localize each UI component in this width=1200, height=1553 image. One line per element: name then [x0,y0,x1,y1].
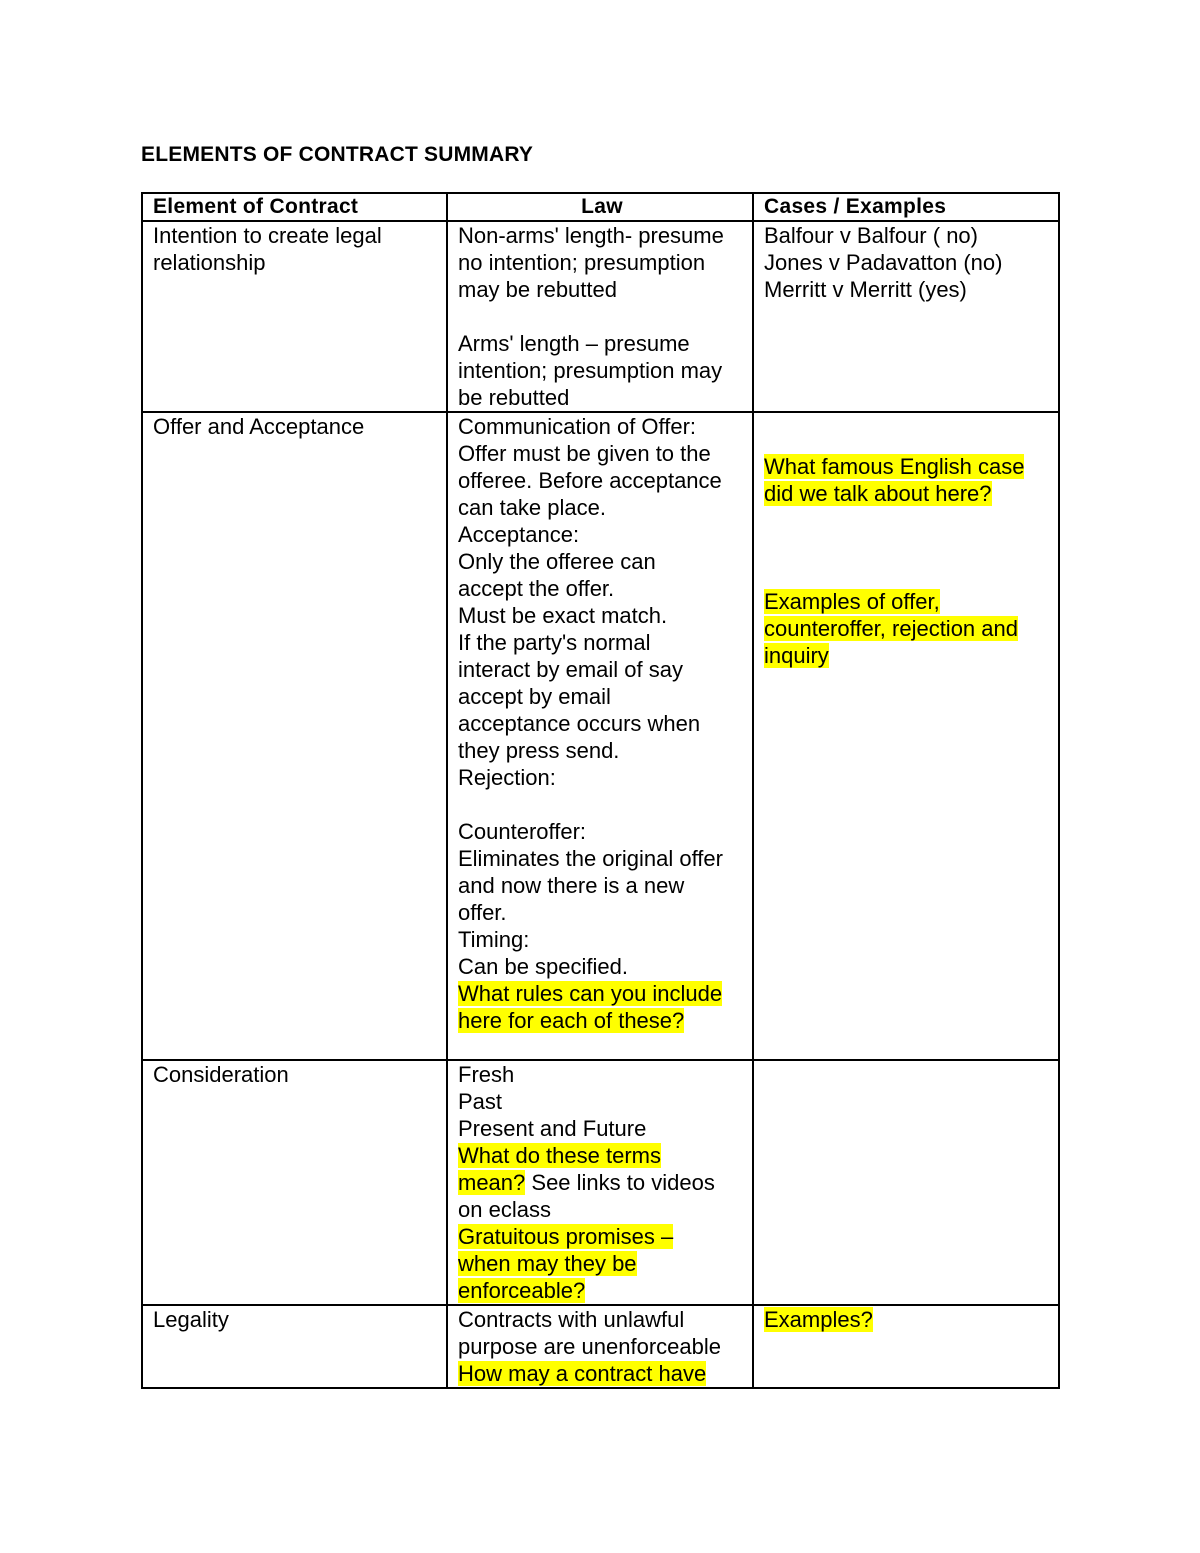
cell-text: Arms' length – presume [458,331,690,356]
highlighted-question: here for each of these? [458,1008,685,1033]
law-cell [447,1060,753,1305]
cell-text: interact by email of say [458,657,683,682]
highlighted-question: What famous English case [764,454,1025,479]
cell-text: be rebutted [458,385,570,410]
cell-text: Consideration [153,1062,289,1087]
element-cell [142,221,447,412]
cell-text: Rejection: [458,765,556,790]
table-row [142,1305,1059,1388]
cell-text: Fresh [458,1062,515,1087]
cell-text: purpose are unenforceable [458,1334,721,1359]
cell-text: accept the offer. [458,576,615,601]
cell-text: acceptance occurs when [458,711,701,736]
header-cases: Cases / Examples [753,193,1059,221]
cell-text: If the party's normal [458,630,651,655]
table-row [142,412,1059,1060]
cell-text: Past [458,1089,503,1114]
cell-text: may be rebutted [458,277,617,302]
cell-text: Present and Future [458,1116,647,1141]
cell-text: Timing: [458,927,530,952]
cell-text: Acceptance: [458,522,580,547]
highlighted-question: mean? [458,1170,526,1195]
cell-text: on eclass [458,1197,551,1222]
cases-cell [753,412,1059,1060]
cases-cell [753,221,1059,412]
cell-text: Communication of Offer: [458,414,697,439]
cell-text: and now there is a new [458,873,685,898]
cell-text: Non-arms' length- presume [458,223,724,248]
cell-text: Counteroffer: [458,819,587,844]
cell-text: offer. [458,900,507,925]
cell-text: Can be specified. [458,954,628,979]
contract-summary-table [141,192,1060,1389]
highlighted-question: How may a contract have [458,1361,707,1386]
table-row [142,1060,1059,1305]
law-cell [447,221,753,412]
element-cell [142,1060,447,1305]
table-header-row [142,193,1059,221]
highlighted-question: enforceable? [458,1278,586,1303]
cell-text: Only the offeree can [458,549,656,574]
highlighted-question: when may they be [458,1251,637,1276]
cell-text: can take place. [458,495,606,520]
cell-text: Jones v Padavatton (no) [764,250,1003,275]
highlighted-question: did we talk about here? [764,481,992,506]
highlighted-question: Gratuitous promises – [458,1224,674,1249]
cell-text: Balfour v Balfour ( no) [764,223,978,248]
cell-text: Must be exact match. [458,603,668,628]
cell-text: no intention; presumption [458,250,706,275]
cases-cell [753,1305,1059,1388]
cases-cell [753,1060,1059,1305]
table-row [142,221,1059,412]
cell-text: Intention to create legal [153,223,382,248]
law-cell [447,412,753,1060]
highlighted-question: Examples? [764,1307,873,1332]
highlighted-question: counteroffer, rejection and [764,616,1018,641]
cell-text: See links to videos [525,1170,715,1195]
header-element: Element of Contract [142,193,447,221]
cell-text: relationship [153,250,266,275]
element-cell [142,412,447,1060]
cell-text: Legality [153,1307,229,1332]
highlighted-question: Examples of offer, [764,589,940,614]
cell-text: intention; presumption may [458,358,723,383]
cell-text: accept by email [458,684,611,709]
cell-text: they press send. [458,738,620,763]
highlighted-question: inquiry [764,643,829,668]
cell-text: Offer and Acceptance [153,414,365,439]
cell-text: Offer must be given to the [458,441,711,466]
cell-text: Eliminates the original offer [458,846,723,871]
header-law: Law [447,193,753,221]
element-cell [142,1305,447,1388]
highlighted-question: What rules can you include [458,981,723,1006]
cell-text: offeree. Before acceptance [458,468,722,493]
highlighted-question: What do these terms [458,1143,661,1168]
law-cell [447,1305,753,1388]
cell-text: Merritt v Merritt (yes) [764,277,967,302]
page-title: ELEMENTS OF CONTRACT SUMMARY [141,143,534,166]
cell-text: Contracts with unlawful [458,1307,685,1332]
